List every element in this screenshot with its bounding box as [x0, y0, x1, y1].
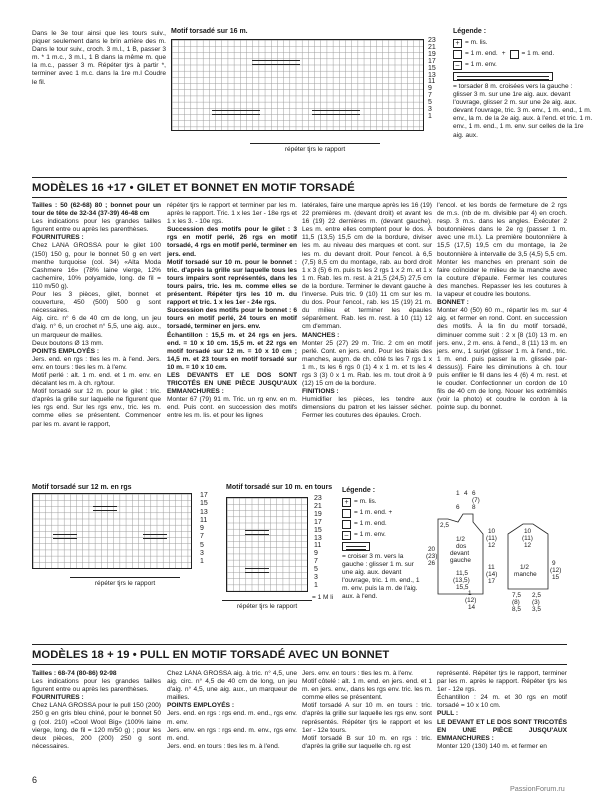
col2 — [167, 202, 297, 421]
col4 — [437, 202, 567, 412]
watermark: PassionForum.ru — [510, 784, 565, 793]
schematic-label: (12) — [465, 597, 477, 604]
chart2-cable-row — [143, 534, 167, 539]
row-num: 5 — [200, 541, 204, 549]
row-num: 3 — [200, 550, 204, 558]
schematic-label: 15 — [552, 574, 560, 581]
legend2-cross-text: = croiser 3 m. vers la gauche : glisser 1 m. sur une aig. aux. devant l'ouvrage, tric. 1 m. end., 1 m. env. puis la m. de l'aig. aux. à l'end. — [342, 553, 420, 601]
s2col4 — [437, 670, 567, 751]
row-num: 5 — [314, 566, 318, 574]
legend1-row: – = 1 m. env. — [453, 61, 593, 70]
paragraph: Jers. end. en tours : tles les m. à l'end. — [167, 742, 280, 750]
chart3-cable-row — [245, 568, 269, 573]
cable-cross-icon — [342, 542, 370, 551]
legend2-title: Légende : — [342, 487, 376, 494]
row-num: 21 — [314, 502, 322, 510]
chart3-repeat-label: répéter tjrs le rapport — [222, 603, 312, 610]
chart2-cable-row — [93, 506, 117, 511]
row-num: 13 — [314, 534, 322, 542]
schematic-label: 12 — [488, 542, 496, 549]
legend2-row: = 1 m. end. — [342, 520, 426, 529]
paragraph: répéter tjrs le rapport et terminer par les m. après le rapport. Tric. 1 x les 1er - 18e rgs et 1 x les 3. - 10e rgs. — [167, 202, 297, 226]
schematic-label: 7,5 — [512, 592, 521, 599]
plus-box-icon: + — [453, 39, 462, 48]
chart3-title: Motif torsadé sur 10 m. en tours — [226, 484, 333, 491]
schematic-label: 6 — [456, 504, 460, 511]
chart3-start-label: = 1 M li — [312, 594, 334, 601]
row-num: 23 — [428, 37, 436, 44]
paragraph: LE DEVANT ET LE DOS SONT TRICOTÉS EN UNE PIÈCE JUSQU'AUX EMMANCHURES : — [437, 718, 567, 742]
s2col3 — [302, 670, 432, 751]
paragraph: Jers. end. en rgs : rgs end. m. end., rgs env. m. env. — [167, 710, 297, 726]
chart1-grid — [171, 39, 424, 131]
chart3-row-numbers — [314, 495, 322, 590]
schematic-label: (7) — [472, 497, 480, 504]
schematic-label: devant — [450, 550, 470, 557]
row-num: 3 — [428, 106, 432, 114]
paragraph: Motif torsadé sur 10 m. pour le bonnet : tric. d'après la grille sur laquelle tous les tours impairs sont représentés, dans les tours pairs, tric. les m. comme elles se présentent. Répéter tjrs les 10 m. du rapport et tric. 1 x les 1er - 24e rgs. — [167, 258, 297, 307]
schematic-label: (12) — [550, 567, 562, 574]
paragraph: Échantillon : 15,5 m. et 24 rgs en jers. end. = 10 x 10 cm. 15,5 m. et 22 rgs en motif torsadé sur 12 m. = 10 x 10 cm ; 14,5 m. et 23 tours en motif torsadé sur 10 m. = 10 x 10 cm. — [167, 331, 297, 371]
section1-title: MODÈLES 16 +17 • GILET ET BONNET EN MOTIF TORSADÉ — [32, 182, 355, 194]
schematic-label: 10 — [524, 528, 532, 535]
legend2-row: + = m. lis. — [342, 498, 426, 507]
dash-box-icon: – — [342, 531, 351, 540]
schematic-label: dos — [456, 543, 467, 550]
schematic-label: (8) — [512, 599, 520, 606]
legend1-row: = 1 m. end. + = 1 m. end. — [453, 50, 593, 59]
row-num: 15 — [314, 526, 322, 534]
section2-title: MODÈLES 18 + 19 • PULL EN MOTIF TORSADÉ AVEC UN BONNET — [32, 649, 390, 661]
row-num: 1 — [314, 581, 318, 589]
row-num: 17 — [200, 492, 208, 499]
legend2-row: = 1 m. end. + — [342, 509, 426, 518]
schematic-label: 2,5 — [440, 522, 449, 529]
intro-paragraph: Dans le 3e tour ainsi que les tours suiv., piquer seulement dans le brin arrière des m. Dans le tour suiv., croch. 3 m.l., 1 B, passer 3 m. * 1 m.c., 3 m.l., 1 B dans la même m. que la m.c., passer 3 m. Répéter tjrs à partir *, terminer avec 1 m.c. dans la 1re m.l Coudre le fil. — [32, 30, 166, 86]
row-num: 1 — [200, 558, 204, 566]
paragraph: Chez LANA GROSSA pour le gilet 100 (150) 150 g, pour le bonnet 50 g en vert menthe turquoise (col. 34) «Alta Moda Cashmere 16» (78% laine vierge, 12% cachemire, 10% polyamide, long. de fil = 110 m/50 g). — [32, 242, 161, 290]
chart2-title: Motif torsadé sur 12 m. en rgs — [32, 484, 132, 491]
intro-text — [32, 30, 166, 87]
dash-box-icon: – — [453, 61, 462, 70]
legend2-row: – = 1 m. env. — [342, 531, 426, 540]
paragraph: Motif torsadé sur 12 m. pour le gilet : tric. d'après la grille sur laquelle ne figurent que les rgs end. Sur les rgs env., tric. les m. comme elles se présentent. Commencer par les m. avant le rapport, — [32, 388, 161, 428]
paragraph: BONNET : — [437, 299, 469, 307]
section1-rule — [32, 177, 567, 178]
schematic-label: 6 — [472, 490, 476, 497]
schematic-label: 1 — [468, 590, 472, 597]
row-num: 17 — [428, 57, 436, 65]
paragraph: Les indications pour les grandes tailles figurent entre ou après les parenthèses. — [32, 218, 161, 234]
empty-box-icon — [342, 509, 351, 518]
s2col2 — [167, 670, 297, 751]
paragraph: Monter 40 (50) 60 m., répartir les m. sur 4 aig. et fermer en rond. Cont. en succession des motifs. À la fin du motif torsadé, diminuer comme suit : 2 x [8 (10) 13 m. en jers. env., 2 m. ens. à l'end., 8 (11) 13 m. en jers. env., 1 surjet (glisser 1 m. à l'end., tric. 1 m. end. puis passer la m. glissée par-dessus)]. Faire les diminutions à ch. tour puis enfiler le fil dans les 4 (6) 4 m. rest. et le couder. Confectionner un cordon de 10 fils de 40 cm de long. Nouer les extrémités (voir la photo) et coudre le cordon à la pointe sup. du bonnet. — [437, 307, 567, 412]
chart3-grid — [226, 497, 308, 592]
schematic-label: 9 — [552, 560, 556, 567]
paragraph: FINITIONS : — [302, 388, 339, 396]
cable-cross-icon — [453, 72, 553, 81]
paragraph: PULL : — [437, 710, 459, 718]
paragraph: l'encol. et les bords de fermeture de 2 rgs de m.s. (nb de m. divisible par 4) en croch. resp. 3 m.s. dans les angles. Exécuter 2 boutonnières dans le 2e rg (passer 1 m. avec une m.l.). La première boutonnière à 15,5 (17,5) 19,5 cm du montage, la 2e boutonnière à intervalle de 3,5 (4,5) 5,5 cm. Monter les manches en prenant soin de faire coïncider le milieu de la manche avec la couture d'épaule. Fermer les coutures des manches. Repasser les les coutures à la vapeur et coudre les boutons. — [437, 202, 567, 299]
legend1-row — [453, 72, 593, 81]
row-num: 5 — [428, 99, 432, 107]
paragraph: Pour les 3 pièces, gilet, bonnet et couverture, 450 (500) 500 g sont nécessaires. — [32, 291, 161, 315]
paragraph: MANCHES : — [302, 331, 340, 339]
schematic-label: 1/2 — [520, 564, 529, 571]
paragraph: Chez LANA GROSSA aig. à tric. n° 4,5, une aig. circ. n° 4,5 de 40 cm de long, un jeu d'aig. n° 4,5, une aig. aux., un marqueur de mailles. — [167, 670, 297, 702]
row-num: 1 — [428, 112, 432, 120]
paragraph: Chez LANA GROSSA pour le pull 150 (200) 250 g en gris bleu chiné, pour le bonnet 50 g (col. 210) «Cool Wool Big» (100% laine vierge, long. de fil = 120 m/50 g) ; pour les deux pièces, 200 (200) 250 g sont nécessaires. — [32, 702, 161, 750]
paragraph: Succession des motifs pour le bonnet : 6 tours en motif perlé, 24 tours en motif torsadé, terminer en jers. env. — [167, 307, 297, 331]
schematic-label: (11) — [486, 535, 497, 542]
schematic-label: (11) — [522, 535, 533, 542]
empty-box-icon — [510, 50, 519, 59]
legend2 — [342, 487, 426, 602]
paragraph: FOURNITURES : — [32, 234, 84, 242]
section2-rule — [32, 644, 567, 645]
paragraph: Jers. env. en rgs : rgs end. m. env., rgs env. m. end. — [167, 726, 297, 742]
chart2-cable-row — [53, 534, 77, 539]
chart1-title: Motif torsadé sur 16 m. — [171, 28, 248, 35]
schematic-label: (23) — [426, 553, 438, 560]
schematic-label: 1/2 — [456, 536, 465, 543]
chart2-grid — [32, 493, 192, 569]
paragraph: Monter 25 (27) 29 m. Tric. 2 cm en motif perlé. Cont. en jers. end. Pour les biais des manches, augm. de ch. côté ts les 7 rgs 1 x 1 m., ts les 6 rgs 0 (1) 4 x 1 m. et ts les 4 rgs 3 (3) 0 x 1 m. Rab. les m. tout droit à 9 (12) 15 cm de la bordure. — [302, 339, 432, 388]
chart1-repeat-label: répéter tjrs le rapport — [250, 146, 380, 153]
chart1-cable-row — [212, 110, 260, 115]
col1 — [32, 202, 161, 429]
schematic-label: 15,5 — [456, 584, 469, 591]
paragraph: Aig. circ. n° 6 de 40 cm de long, un jeu d'aig. n° 6, un crochet n° 5,5, une aig. aux., un marqueur de mailles. — [32, 315, 161, 339]
paragraph: Jers. end. en rgs : tles les m. à l'end. Jers. env. en tours : tles les m. à l'env. — [32, 355, 161, 371]
row-num: 13 — [428, 71, 436, 79]
legend1-row: + = m. lis. — [453, 39, 593, 48]
empty-box-icon — [453, 50, 462, 59]
paragraph: Motif torsadé A sur 10 m. en tours : tric. d'après la grille sur laquelle les rgs env. sont représentés. Répéter tjrs le rapport et les 1er - 12e tours. — [302, 702, 432, 734]
paragraph: Les indications pour les grandes tailles figurent entre ou après les parenthèses. — [32, 678, 161, 694]
paragraph: FOURNITURES : — [32, 694, 84, 702]
paragraph: POINTS EMPLOYÉS : — [167, 702, 235, 710]
paragraph: Deux boutons Ø 13 mm. — [32, 339, 104, 347]
section2-rule-bottom — [32, 664, 567, 665]
row-num: 9 — [200, 525, 204, 533]
legend1 — [453, 28, 593, 140]
row-num: 7 — [428, 92, 432, 100]
paragraph: POINTS EMPLOYÉS : — [32, 347, 100, 355]
row-num: 3 — [314, 574, 318, 582]
row-num: 23 — [314, 495, 322, 502]
paragraph: Tailles : 50 (62-68) 80 ; bonnet pour un tour de tête de 32-34 (37-39) 46-48 cm — [32, 202, 161, 218]
row-num: 19 — [314, 510, 322, 518]
plus-box-icon: + — [342, 498, 351, 507]
schematic-label: 2,5 — [532, 592, 541, 599]
schematic-label: 8 — [472, 504, 476, 511]
empty-box-icon — [342, 520, 351, 529]
paragraph: Monter 67 (79) 91 m. Tric. un rg env. en m. end. Puis cont. en succession des motifs entre les m. lis. et pour les lignes — [167, 396, 297, 420]
paragraph: latérales, faire une marque après les 16 (19) 22 premières m. (devant droit) et avant les 16 (19) 22 dernières m. (devant gauche). Les m. entre elles comptent pour le dos. À 11,5 (13,5) 15,5 cm de la bordure, diviser les m. au niveau des marques et cont. sur les m. du devant droit. Pour l'encol. à 6,5 (7,5) 8,5 cm du montage, rab. au bord droit 1 x 3 (5) 6 m. puis ts les 2 rgs 1 x 2 m. et 1 x 1 m. Rab. les m. rest. à 21,5 (24,5) 27,5 cm de la bordure. Terminer le devant gauche à l'inverse. Puis tric. 9 (10) 11 cm sur les m. du dos. Pour l'encol., rab. les 15 (19) 21 m. du milieu et terminer les épaules séparément. Rab. les m. rest. à 10 (11) 12 cm d'emman. — [302, 202, 432, 331]
paragraph: Motif torsadé B sur 10 m. en rgs : tric. d'après la grille sur laquelle ch. rg est — [302, 734, 432, 750]
paragraph: représenté. Répéter tjrs le rapport, terminer par les m. après le rapport. Répéter tjrs les 1er - 12e rgs. — [437, 670, 567, 694]
paragraph: Jers. env. en tours : tles les m. à l'env. — [302, 670, 413, 677]
schematic-label: 20 — [428, 546, 436, 553]
page-number: 6 — [32, 775, 38, 785]
schematic — [426, 484, 568, 613]
row-num: 19 — [428, 50, 436, 58]
row-num: 7 — [314, 558, 318, 566]
chart2-repeat-label: répéter tjrs le rapport — [70, 580, 180, 587]
schematic-label: (3) — [532, 599, 540, 606]
legend2-row — [342, 542, 426, 551]
schematic-label: 11 — [488, 564, 495, 571]
schematic-label: manche — [514, 571, 537, 578]
row-num: 15 — [200, 500, 208, 508]
row-num: 7 — [200, 533, 204, 541]
schematic-label: 17 — [488, 578, 496, 585]
schematic-outline — [428, 484, 568, 609]
row-num: 9 — [428, 85, 432, 93]
row-num: 11 — [314, 542, 322, 550]
legend1-title: Légende : — [453, 28, 487, 35]
paragraph: Motif côtelé : alt. 1 m. end. en jers. end. et 1 m. en jers. env., dans les rgs env. tric. les m. comme elles se présentent. — [302, 678, 432, 702]
row-num: 13 — [200, 508, 208, 516]
row-num: 11 — [428, 78, 436, 86]
s2col1 — [32, 670, 161, 751]
schematic-label: (14) — [486, 571, 498, 578]
schematic-label: 1 — [456, 490, 460, 497]
chart2-row-numbers — [200, 492, 208, 567]
paragraph: Succession des motifs pour le gilet : 3 rgs en motif perlé, 26 rgs en motif torsadé, 4 rgs en motif perlé, terminer en jers. end. — [167, 226, 297, 258]
schematic-label: 4 — [464, 490, 468, 497]
chart1-row-numbers — [428, 38, 436, 121]
schematic-label: 11,5 — [456, 570, 468, 577]
schematic-label: 26 — [428, 560, 436, 567]
schematic-label: 10 — [488, 528, 496, 535]
chart1-cable-row — [312, 110, 360, 115]
chart3-cable-row — [245, 530, 269, 535]
schematic-label: gauche — [450, 557, 471, 564]
paragraph: Motif perlé : alt. 1 m. end. et 1 m. env. en décalant les m. à ch. rg/tour. — [32, 371, 161, 388]
row-num: 21 — [428, 43, 436, 51]
schematic-label: 14 — [468, 604, 476, 611]
schematic-label: 8,5 — [512, 606, 521, 613]
schematic-label: 12 — [524, 542, 532, 549]
row-num: 17 — [314, 518, 322, 526]
paragraph: Tailles : 68-74 (80-86) 92-98 — [32, 670, 117, 677]
paragraph: Échantillon : 24 m. et 30 rgs en motif torsadé = 10 x 10 cm. — [437, 694, 567, 710]
paragraph: Humidifier les pièces, les tendre aux dimensions du patron et les laisser sécher. Fermer les coutures des épaules. Croch. — [302, 396, 432, 420]
col3 — [302, 202, 432, 421]
row-num: 11 — [200, 516, 208, 524]
row-num: 15 — [428, 64, 436, 72]
schematic-label: (13,5) — [453, 577, 470, 584]
schematic-label: 3,5 — [532, 606, 541, 613]
row-num: 9 — [314, 550, 318, 558]
paragraph: Monter 120 (130) 140 m. et fermer en — [437, 742, 547, 750]
paragraph: LES DEVANTS ET LE DOS SONT TRICOTÉS EN UNE PIÈCE JUSQU'AUX EMMANCHURES : — [167, 371, 297, 396]
section1-rule-bottom — [32, 197, 567, 198]
chart1-cable-row — [252, 60, 300, 65]
legend1-cross-text: = torsader 8 m. croisées vers la gauche : glisser 3 m. sur une 1re aig. aux. devant l'ouvrage, glisser 2 m. sur une 2e aig. aux. devant l'ouvrage, tric. 3 m. env., 1 m. end., 1 m. env., la m. de la 2e aig. aux. à l'end. et tric. 1 m. env., 1 m. end., 1 m. env. sur celles de la 1re aig. aux. — [453, 83, 593, 139]
